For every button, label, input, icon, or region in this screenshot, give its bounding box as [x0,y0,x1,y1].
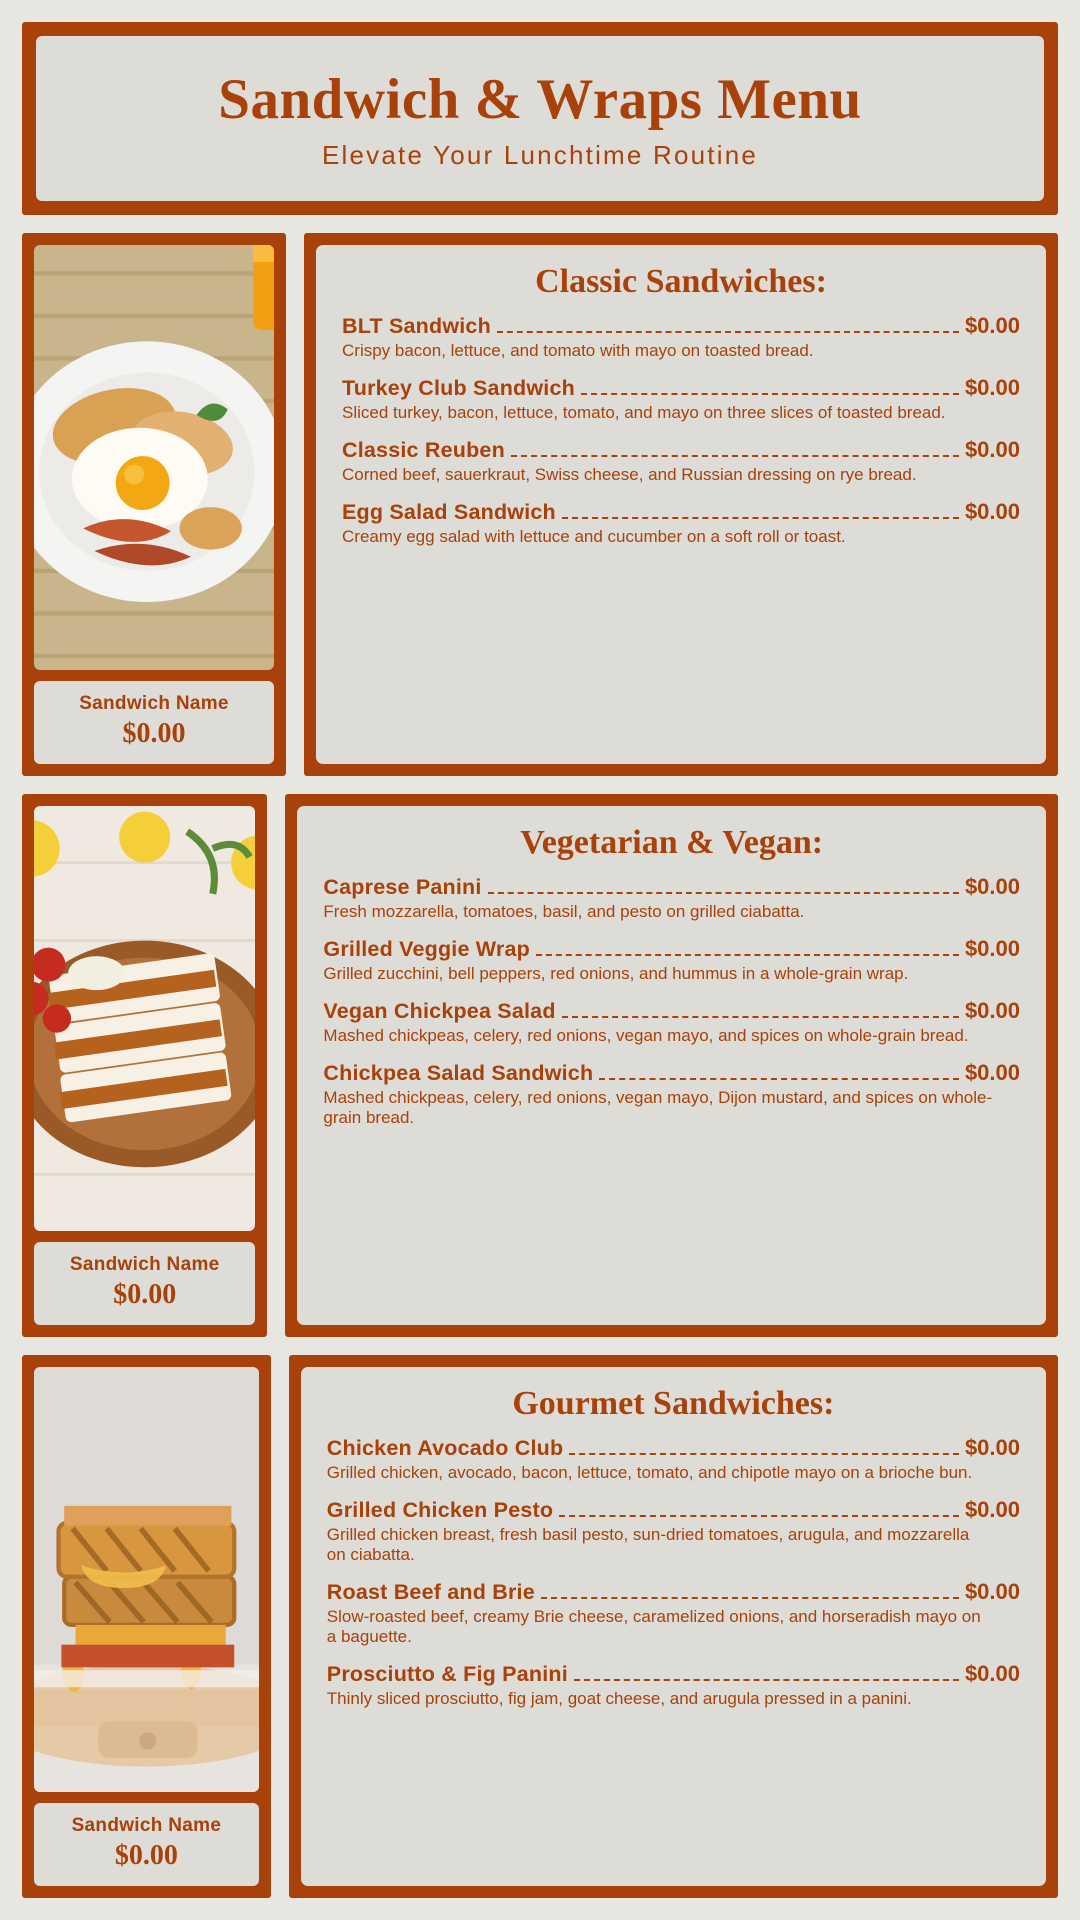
menu-item-price: $0.00 [964,873,1020,899]
menu-item-description: Mashed chickpeas, celery, red onions, vegan mayo, and spices on whole-grain bread. [323,1025,969,1045]
leader-dots [511,455,959,457]
menu-item[interactable] [327,1661,1020,1709]
menu-item-description: Mashed chickpeas, celery, red onions, vegan mayo, Dijon mustard, and spices on whole-grain bread. [323,1088,993,1128]
menu-item[interactable] [342,499,1020,547]
menu-item-name: Grilled Chicken Pesto [326,1497,554,1522]
menu-item[interactable] [327,1579,1020,1647]
menu-list-card-1 [304,233,1058,776]
menu-item-name: Chicken Avocado Club [326,1435,564,1460]
photo-item-name: Sandwich Name [69,1253,220,1275]
katsu-sando-photo [34,806,255,1231]
menu-item[interactable] [342,375,1020,423]
menu-item-name: BLT Sandwich [342,313,491,338]
menu-item-description: Fresh mozzarella, tomatoes, basil, and pesto on grilled ciabatta. [323,901,805,921]
menu-item-price: $0.00 [964,498,1020,524]
page-subtitle: Elevate Your Lunchtime Routine [321,139,759,170]
photo-item-name: Sandwich Name [71,1814,222,1836]
leader-dots [541,1597,959,1599]
menu-item-price: $0.00 [964,1434,1020,1460]
page-title: Sandwich & Wraps Menu [218,68,862,131]
menu-item-name: Turkey Club Sandwich [342,375,575,400]
leader-dots [488,892,959,894]
photo-caption-1 [34,681,274,764]
photo-item-name: Sandwich Name [79,692,229,714]
menu-list-card-2 [285,794,1058,1337]
photo-card-2 [22,794,267,1337]
leader-dots [536,954,959,956]
leader-dots [569,1453,959,1455]
section-title: Classic Sandwiches: [535,262,827,300]
menu-item-price: $0.00 [964,312,1020,338]
menu-item[interactable] [342,437,1020,485]
menu-section-vegetarian [22,794,1058,1337]
menu-item-description: Creamy egg salad with lettuce and cucumber on a soft roll or toast. [342,526,846,546]
menu-item-price: $0.00 [964,374,1020,400]
menu-item-name: Roast Beef and Brie [326,1580,535,1605]
photo-card-1 [22,233,286,776]
menu-item[interactable] [327,1435,1020,1483]
menu-item[interactable] [323,936,1020,984]
leader-dots [581,393,959,395]
leader-dots [562,1016,959,1018]
menu-item-price: $0.00 [964,1060,1020,1086]
menu-items [342,313,1020,547]
menu-item-name: Grilled Veggie Wrap [323,936,530,961]
menu-item-description: Grilled chicken, avocado, bacon, lettuce, tomato, and chipotle mayo on a brioche bun. [326,1462,973,1482]
menu-item-name: Prosciutto & Fig Panini [326,1662,568,1687]
photo-item-price: $0.00 [114,1839,178,1871]
section-title: Gourmet Sandwiches: [512,1384,835,1422]
menu-header [22,22,1058,215]
menu-item-price: $0.00 [964,935,1020,961]
menu-item-description: Sliced turkey, bacon, lettuce, tomato, and mayo on three slices of toasted bread. [342,402,946,422]
menu-item-price: $0.00 [964,1661,1020,1687]
menu-section-classic [22,233,1058,776]
menu-item-description: Corned beef, sauerkraut, Swiss cheese, and Russian dressing on rye bread. [342,464,917,484]
menu-item-name: Chickpea Salad Sandwich [323,1061,594,1086]
menu-item[interactable] [342,313,1020,361]
grilled-ham-cheese-photo [34,1367,259,1792]
leader-dots [559,1515,959,1517]
leader-dots [574,1679,959,1681]
photo-item-price: $0.00 [113,1278,177,1310]
photo-caption-2 [34,1242,255,1325]
menu-item-description: Thinly sliced prosciutto, fig jam, goat cheese, and arugula pressed in a panini. [326,1689,912,1709]
photo-item-price: $0.00 [122,717,186,749]
menu-item-name: Vegan Chickpea Salad [323,998,556,1023]
menu-items [327,1435,1020,1709]
menu-item[interactable] [323,998,1020,1046]
menu-item-description: Slow-roasted beef, creamy Brie cheese, caramelized onions, and horseradish mayo on a baguette. [326,1607,981,1647]
leader-dots [599,1078,959,1080]
leader-dots [562,517,959,519]
photo-caption-3 [34,1803,259,1886]
menu-item-price: $0.00 [964,997,1020,1023]
menu-items [323,874,1020,1128]
section-title: Vegetarian & Vegan: [520,823,824,861]
menu-item[interactable] [323,874,1020,922]
menu-item-description: Crispy bacon, lettuce, and tomato with mayo on toasted bread. [342,340,814,360]
breakfast-plate-photo [34,245,274,670]
menu-item[interactable] [327,1497,1020,1565]
menu-item-name: Caprese Panini [323,874,482,899]
menu-section-gourmet [22,1355,1058,1898]
menu-header-inner [36,36,1044,201]
menu-item[interactable] [323,1060,1020,1128]
photo-card-3 [22,1355,271,1898]
menu-item-name: Classic Reuben [342,437,505,462]
menu-item-price: $0.00 [964,1579,1020,1605]
menu-item-name: Egg Salad Sandwich [342,499,556,524]
menu-list-card-3 [289,1355,1058,1898]
menu-item-price: $0.00 [964,436,1020,462]
menu-item-price: $0.00 [964,1496,1020,1522]
menu-item-description: Grilled zucchini, bell peppers, red onions, and hummus in a whole-grain wrap. [323,963,909,983]
menu-item-description: Grilled chicken breast, fresh basil pesto, sun-dried tomatoes, arugula, and mozzarella on ciabatta. [326,1524,970,1565]
leader-dots [497,331,959,333]
